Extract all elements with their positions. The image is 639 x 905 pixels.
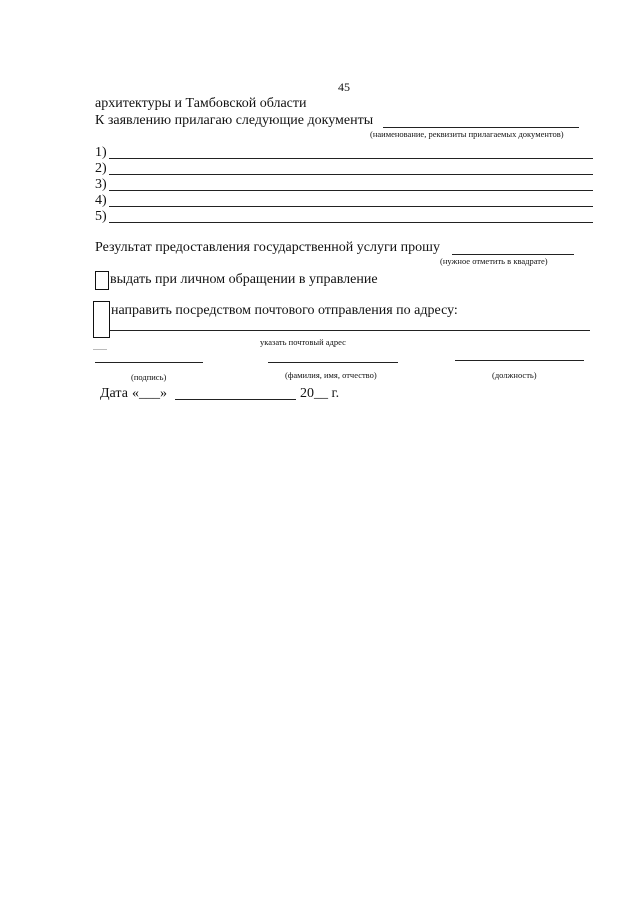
attachment-item-1-line[interactable]: [109, 158, 593, 159]
date-day-field[interactable]: «___»: [132, 386, 167, 401]
result-intro: Результат предоставления государственной услуги прошу: [95, 240, 440, 255]
address-line[interactable]: [110, 330, 590, 331]
personal-pickup-checkbox[interactable]: [95, 271, 109, 290]
attachment-item-4-line[interactable]: [109, 206, 593, 207]
date-month-line[interactable]: [175, 399, 296, 400]
mail-delivery-checkbox[interactable]: [93, 301, 110, 338]
position-line[interactable]: [455, 360, 584, 361]
full-name-line[interactable]: [268, 362, 398, 363]
page-number: 45: [338, 80, 350, 94]
attachment-item-4-label: 4): [95, 193, 107, 208]
date-label: Дата: [100, 386, 128, 401]
attachments-intro-line[interactable]: [383, 127, 579, 128]
full-name-caption: (фамилия, имя, отчество): [285, 370, 377, 380]
attachments-intro: К заявлению прилагаю следующие документы: [95, 113, 374, 128]
result-intro-line[interactable]: [452, 254, 574, 255]
attachment-item-5-label: 5): [95, 209, 107, 224]
signature-line[interactable]: [95, 362, 203, 363]
attachment-item-5-line[interactable]: [109, 222, 593, 223]
header-line: архитектуры и Тамбовской области: [95, 96, 307, 111]
attachment-item-2-label: 2): [95, 161, 107, 176]
signature-caption: (подпись): [131, 372, 167, 382]
position-caption: (должность): [492, 370, 537, 380]
attachment-item-1-label: 1): [95, 145, 107, 160]
date-year-field[interactable]: 20__ г.: [300, 386, 340, 401]
result-hint: (нужное отметить в квадрате): [440, 256, 548, 266]
attachment-item-2-line[interactable]: [109, 174, 593, 175]
attachments-hint: (наименование, реквизиты прилагаемых документов): [370, 129, 564, 139]
address-hint: указать почтовый адрес: [260, 337, 346, 347]
attachment-item-3-line[interactable]: [109, 190, 593, 191]
attachment-item-3-label: 3): [95, 177, 107, 192]
mail-delivery-label: направить посредством почтового отправления по адресу:: [111, 303, 458, 318]
personal-pickup-label: выдать при личном обращении в управление: [110, 272, 378, 287]
margin-mark: [93, 349, 107, 350]
